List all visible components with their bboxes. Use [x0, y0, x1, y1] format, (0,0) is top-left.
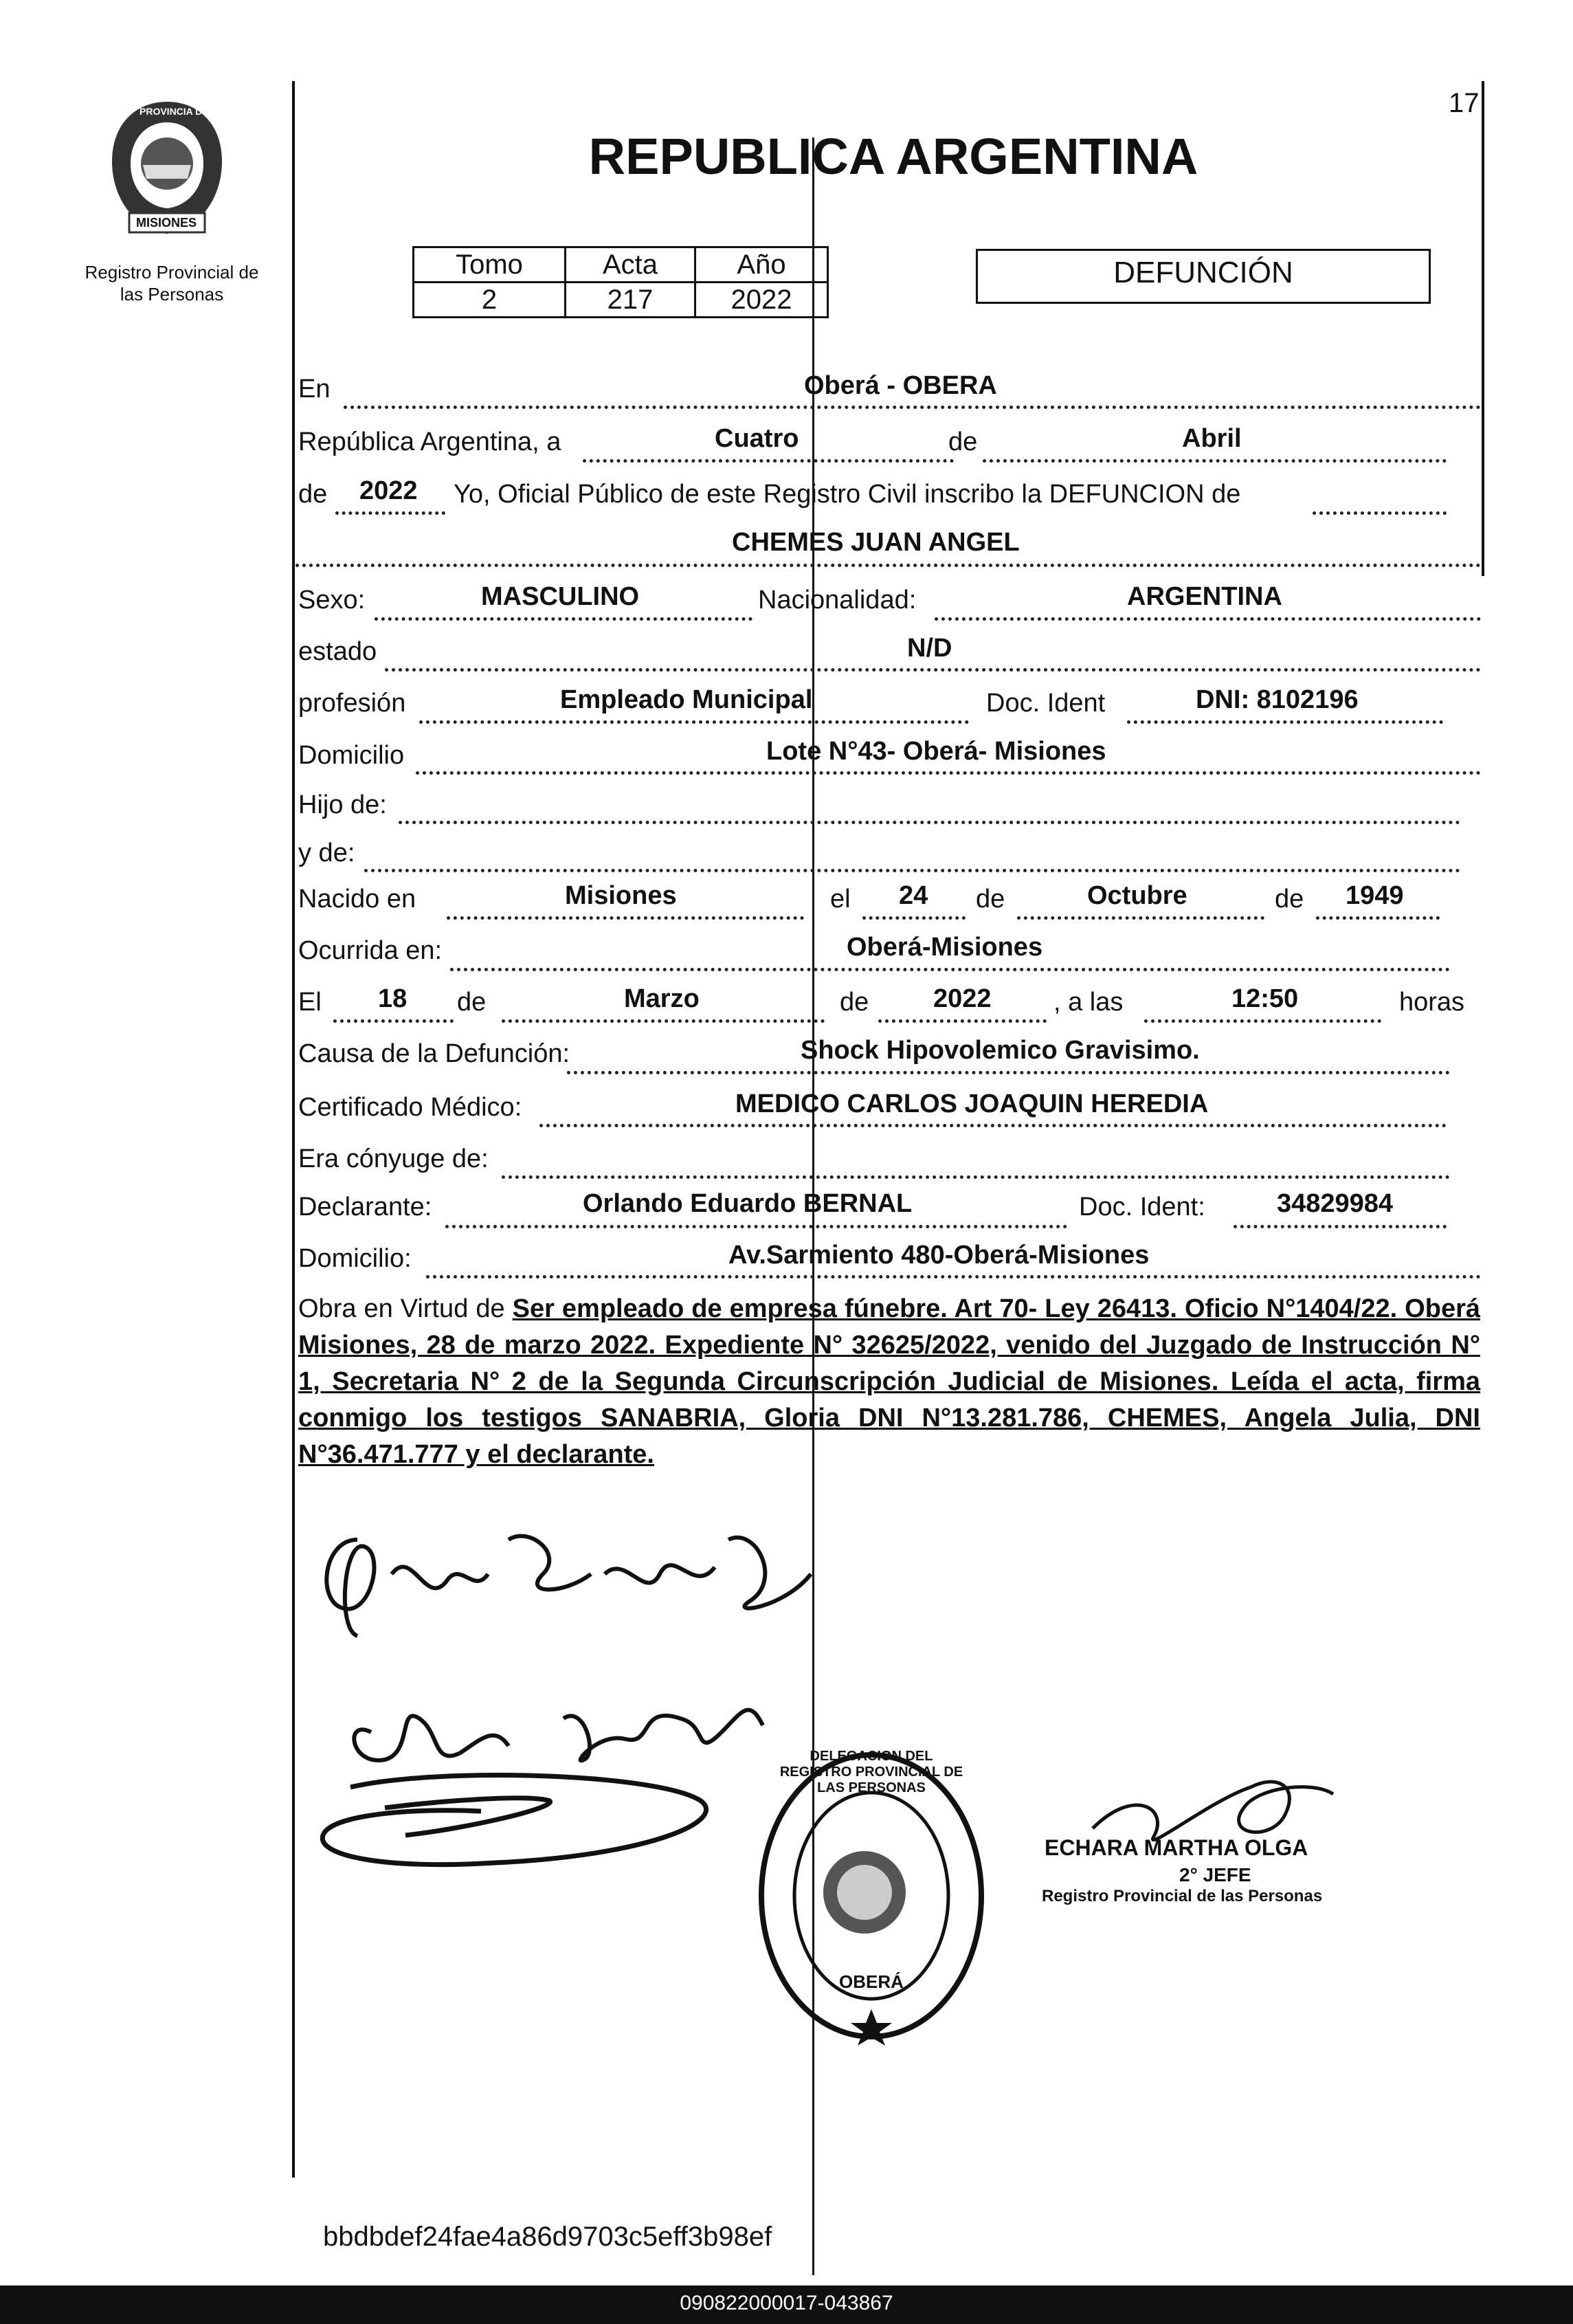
barcode-text: 090822000017-043867 [680, 2292, 893, 2314]
declarante-value: Orlando Eduardo BERNAL [583, 1189, 913, 1218]
birth-day: 24 [899, 881, 928, 910]
obra-label: Obra en Virtud de [298, 1294, 505, 1323]
republica-label: República Argentina, a [298, 428, 561, 456]
el2-label: El [298, 988, 322, 1017]
domicilio2-value: Av.Sarmiento 480-Oberá-Misiones [728, 1241, 1150, 1270]
de-label: de [948, 428, 978, 456]
domicilio-label: Domicilio [298, 741, 405, 770]
seal-top-text: PROVINCIA DE [140, 106, 209, 117]
causa-line [567, 1071, 1450, 1074]
ocurrida-line [450, 968, 1450, 971]
death-day: 18 [378, 984, 408, 1013]
estado-value: N/D [907, 634, 952, 663]
nacido-label: Nacido en [298, 885, 416, 914]
en-line [344, 406, 1481, 409]
official-name: ECHARA MARTHA OLGA [1045, 1835, 1308, 1860]
conyuge-line [502, 1175, 1450, 1179]
death-month-line [502, 1019, 825, 1023]
deceased-name: CHEMES JUAN ANGEL [732, 528, 1020, 557]
death-day-line [333, 1019, 454, 1023]
ocurrida-value: Oberá-Misiones [847, 933, 1043, 962]
nacionalidad-label: Nacionalidad: [758, 586, 917, 615]
doc2-value: 34829984 [1277, 1189, 1394, 1218]
death-time-line [1144, 1019, 1381, 1023]
nacionalidad-line [935, 617, 1481, 621]
year-text: 2022 [359, 476, 418, 505]
doc-label: Doc. Ident [986, 689, 1106, 718]
profesion-label: profesión [298, 689, 406, 718]
name-line [295, 564, 1481, 567]
estado-label: estado [298, 637, 377, 666]
domicilio2-label: Domicilio: [298, 1244, 412, 1273]
record-type: DEFUNCIÓN [1113, 256, 1293, 289]
domicilio2-line [426, 1275, 1481, 1279]
official-stamp [755, 1745, 988, 2047]
stamp-text: DELEGACION DEL REGISTRO PROVINCIAL DE LAS PERSONAS [779, 1749, 963, 1795]
certificado-label: Certificado Médico: [298, 1093, 522, 1122]
tomo-header: Tomo [414, 247, 566, 283]
causa-label: Causa de la Defunción: [298, 1039, 570, 1068]
conyuge-label: Era cónyuge de: [298, 1144, 489, 1173]
doc2-label: Doc. Ident: [1079, 1193, 1205, 1221]
doc-value: DNI: 8102196 [1196, 685, 1359, 714]
profesion-value: Empleado Municipal [560, 685, 813, 714]
hijo-line [399, 821, 1460, 824]
domicilio-value: Lote N°43- Oberá- Misiones [766, 737, 1106, 766]
birth-year: 1949 [1346, 881, 1404, 910]
nacido-line [447, 916, 804, 920]
death-year: 2022 [933, 984, 992, 1013]
official-role: 2° JEFE [1179, 1864, 1251, 1885]
de5-label: de [457, 988, 487, 1017]
birth-month: Octubre [1087, 881, 1187, 910]
sexo-line [375, 617, 752, 621]
birth-year-line [1316, 916, 1440, 920]
en-label: En [298, 375, 331, 403]
certificado-line [539, 1124, 1447, 1127]
seal-bottom-text: MISIONES [136, 216, 197, 230]
registry-logo [102, 96, 232, 241]
nacionalidad-value: ARGENTINA [1127, 582, 1282, 611]
de6-label: de [840, 988, 869, 1017]
de4-label: de [1275, 885, 1304, 914]
declarant-signature [302, 1760, 728, 1877]
death-year-line [878, 1019, 1047, 1023]
hijo-label: Hijo de: [298, 790, 387, 819]
causa-value: Shock Hipovolemico Gravisimo. [801, 1036, 1200, 1065]
doc-line [1127, 720, 1443, 724]
day-line [583, 459, 954, 463]
official-registry: Registro Provincial de las Personas [1042, 1887, 1323, 1905]
month-text: Abril [1182, 424, 1242, 453]
page-title: REPUBLICA ARGENTINA [588, 128, 1198, 185]
oficial-text: Yo, Oficial Público de este Registro Civil inscribo la DEFUNCION de [454, 480, 1241, 509]
estado-line [385, 668, 1481, 672]
anio-value: 2022 [695, 283, 828, 318]
sexo-label: Sexo: [298, 586, 366, 615]
oficial-line [1313, 511, 1447, 515]
death-time: 12:50 [1231, 984, 1299, 1013]
right-margin-line [1482, 81, 1484, 576]
alas-label: , a las [1053, 988, 1124, 1017]
page-number: 17 [1449, 88, 1480, 118]
horas-label: horas [1399, 988, 1465, 1017]
profesion-line [419, 720, 969, 724]
left-margin-line [292, 81, 295, 2178]
en-value: Oberá - OBERA [804, 371, 997, 400]
witness-signature-sanabria [302, 1498, 852, 1650]
stamp-city: OBERÁ [839, 1971, 904, 1992]
de2-label: de [298, 480, 328, 509]
day-text: Cuatro [715, 424, 799, 453]
obra-paragraph [298, 1291, 1480, 1473]
declarante-line [445, 1225, 1067, 1228]
nacido-value: Misiones [565, 881, 677, 910]
de3-label: de [976, 885, 1005, 914]
document-hash: bbdbdef24fae4a86d9703c5eff3b98ef [323, 2222, 772, 2252]
doc2-line [1234, 1225, 1447, 1228]
ocurrida-label: Ocurrida en: [298, 936, 443, 965]
el-label: el [830, 885, 851, 914]
domicilio-line [416, 771, 1481, 775]
acta-header: Acta [566, 247, 695, 283]
anio-header: Año [695, 247, 828, 283]
month-line [983, 459, 1447, 463]
year-line [335, 511, 445, 515]
certificado-value: MEDICO CARLOS JOAQUIN HEREDIA [735, 1089, 1209, 1118]
death-month: Marzo [624, 984, 700, 1013]
record-index-table [412, 246, 829, 318]
registry-name: Registro Provincial de las Personas [85, 262, 259, 305]
acta-value: 217 [566, 283, 695, 318]
birth-day-line [862, 916, 966, 920]
declarante-label: Declarante: [298, 1193, 432, 1221]
obra-text: Ser empleado de empresa fúnebre. Art 70- Ley 26413. Oficio N°1404/22. Oberá Misiones, 28 de marzo 2022. Expediente N° 32625/2022, venido del Juzgado de Instrucción N° 1, Secretaria N° 2 de la Segunda Circunscripción Judicial de Misiones. Leída el acta, firma conmigo los testigos SANABRIA, Gloria DNI N°13.281.786, CHEMES, Angela Julia, DNI N°36.471.777 y el declarante. [298, 1294, 1481, 1469]
yde-line [364, 869, 1460, 872]
tomo-value: 2 [414, 283, 566, 318]
birth-month-line [1017, 916, 1264, 920]
sexo-value: MASCULINO [481, 582, 640, 611]
yde-label: y de: [298, 839, 355, 867]
